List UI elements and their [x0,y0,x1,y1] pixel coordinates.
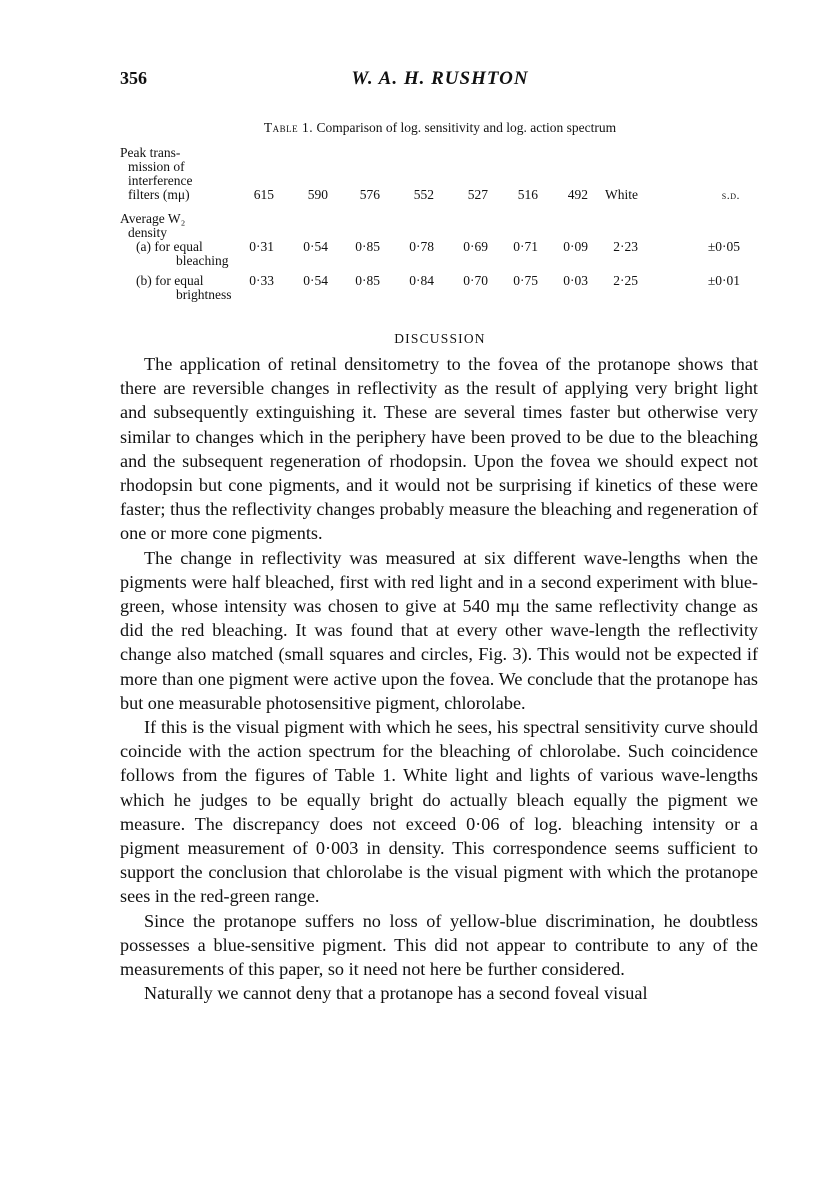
table-caption [120,120,760,136]
table-cell: 0·54 [303,239,328,254]
page-number: 356 [120,68,147,88]
page-header [120,68,760,96]
table-cell: 0·85 [355,273,380,288]
data-table [120,146,740,302]
group-label-line: density [128,225,167,240]
section-title: DISCUSSION [394,331,486,346]
table-header-row [120,146,740,202]
paragraph: The change in reflectivity was measured at six different wave-lengths when the pigments were half bleached, first with red light and in a second experiment with blue-green, whose intensity was chosen to give at 540 mμ the same reflectivity change as did the red bleaching. It was found that at every other wave-length the reflectivity change also matched (small squares and circles, Fig. 3). This would not be expected if more than one pigment were active upon the fovea. We conclude that the protanope has but one measurable photosensitive pigment, chlorolabe. [120,547,758,713]
column-header-sd: s.d. [721,188,740,202]
row-label-line: bleaching [176,253,229,268]
paragraph: If this is the visual pigment with which he sees, his spectral sensitivity curve should coincide with the action spectrum for the bleaching of chlorolabe. Such coincidence follows from the figures of Table 1. White light and lights of various wave-lengths which he judges to be equally bright do actually bleach equally the pigment we measure. The discrepancy does not exceed 0·06 of log. bleaching intensity or a pigment measurement of 0·003 in density. This correspondence seems sufficient to support the conclusion that chlorolabe is the visual pigment with which the protanope sees in the red-green range. [120,717,758,907]
table-cell: 2·23 [613,239,638,254]
header-label-line: mission of [128,159,185,174]
running-head: W. A. H. RUSHTON [351,68,529,89]
table-cell: 2·25 [613,273,638,288]
table-row-continuation [120,288,740,302]
table-cell: 0·33 [249,273,274,288]
table-row [120,240,740,254]
column-header: 492 [567,187,588,202]
header-label-line: filters (mμ) [128,187,190,202]
table-cell: 0·71 [513,239,538,254]
body-text [120,352,758,1005]
table-cell: 0·31 [249,239,274,254]
header-label-line: Peak trans- [120,145,181,160]
table-row [120,274,740,288]
table-cell: 0·03 [563,273,588,288]
paragraph: Naturally we cannot deny that a protanope has a second foveal visual [144,983,648,1004]
table-cell: 0·75 [513,273,538,288]
row-label-line: (b) for equal [136,273,204,288]
table-cell: 0·54 [303,273,328,288]
table-caption-label: Table 1. [263,120,314,135]
table-cell: 0·78 [409,239,434,254]
table-cell: 0·69 [463,239,488,254]
paragraph: Since the protanope suffers no loss of yellow-blue discrimination, he doubtless possesses a blue-sensitive pigment. This did not appear to contribute to any of the measurements of this paper, so it need not here be further considered. [120,910,758,980]
row-label [120,240,232,254]
column-header: 615 [253,187,274,202]
table-cell: ±0·05 [707,239,740,254]
table-cell: 0·09 [563,239,588,254]
column-header: White [605,187,638,202]
table-caption-text: Comparison of log. sensitivity and log. action spectrum [316,120,617,135]
paragraph: The application of retinal densitometry to the fovea of the protanope shows that there are reversible changes in reflectivity as the result of applying very bright light and subsequently extinguishing it. These are several times faster but otherwise very similar to changes which in the periphery have been proved to be due to the bleaching and the subsequent regeneration of rhodopsin. Upon the fovea we should expect not rhodopsin but cone pigments, and it would not be surprising if kinetics of these were faster; thus the reflectivity changes probably measure the bleaching and regeneration of one or more cone pigments. [120,354,758,544]
row-label [120,274,232,288]
table-cell: 0·84 [409,273,434,288]
table-cell: 0·70 [463,273,488,288]
column-header: 576 [359,187,380,202]
column-header: 590 [307,187,328,202]
table-cell: ±0·01 [707,273,740,288]
group-label-row [120,212,740,240]
table-header-label [120,146,232,202]
row-label-line: (a) for equal [136,239,203,254]
column-header: 552 [413,187,434,202]
header-label-line: interference [128,173,193,188]
column-header: 516 [517,187,538,202]
column-header: 527 [467,187,488,202]
table-row-continuation [120,254,740,268]
row-label-line: brightness [176,287,232,302]
table-cell: 0·85 [355,239,380,254]
group-label-line: Average W₂ [120,211,186,226]
